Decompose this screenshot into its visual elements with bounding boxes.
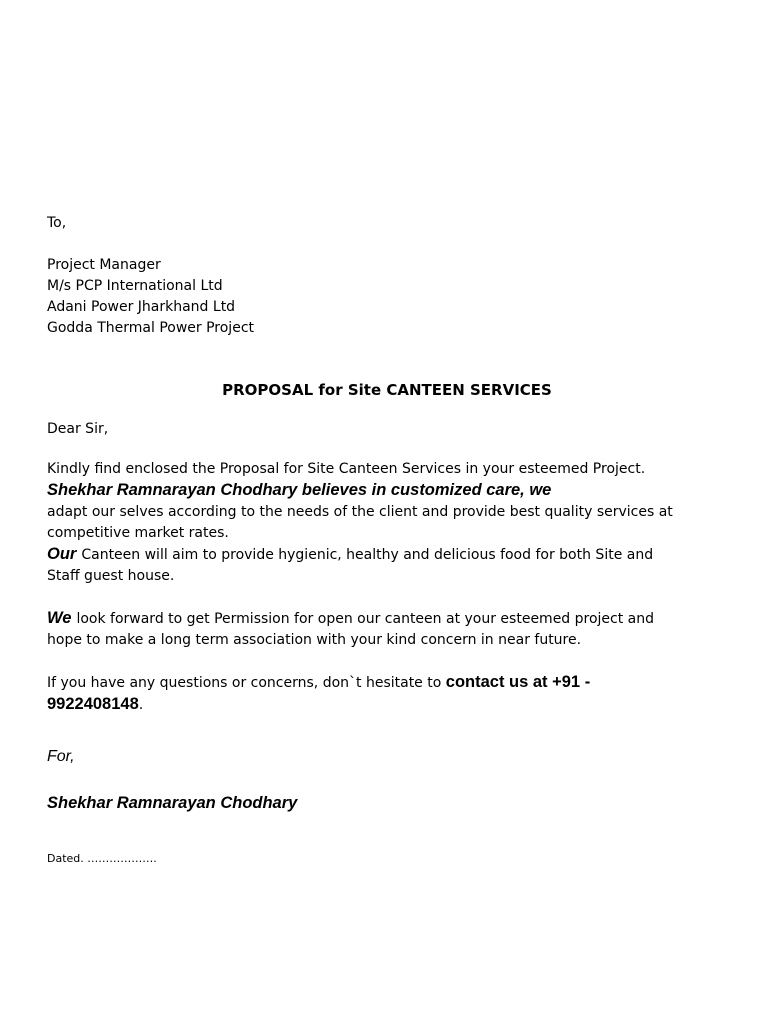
closing-for: For, bbox=[47, 748, 75, 765]
salutation: Dear Sir, bbox=[47, 421, 109, 437]
letter-title: PROPOSAL for Site CANTEEN SERVICES bbox=[222, 381, 552, 399]
signatory-name: Shekhar Ramnarayan Chodhary bbox=[47, 794, 298, 812]
contact-trail: . bbox=[138, 697, 144, 713]
contact-phone-part1: contact us at +91 - bbox=[445, 673, 591, 691]
para1-line2: adapt our selves according to the needs of the client and provide best quality services at bbox=[47, 504, 673, 520]
spacer bbox=[47, 440, 727, 461]
to-label: To, bbox=[47, 215, 67, 231]
we-emphasis: We bbox=[47, 609, 72, 627]
para1-line3: competitive market rates. bbox=[47, 525, 229, 541]
para2-line1: look forward to get Permission for open our canteen at your esteemed project and bbox=[76, 611, 655, 627]
para1-our-line bbox=[47, 544, 727, 566]
dated-line: Dated. ………………. bbox=[47, 852, 157, 865]
spacer bbox=[47, 587, 727, 608]
letter-body bbox=[47, 213, 727, 867]
recipient-line: Adani Power Jharkhand Ltd bbox=[47, 299, 236, 315]
company-emphasis: Shekhar Ramnarayan Chodhary believes in customized care, we bbox=[47, 481, 552, 499]
our-emphasis: Our bbox=[47, 545, 77, 563]
para1-emphasis-line bbox=[47, 480, 727, 502]
recipient-line: Project Manager bbox=[47, 257, 161, 273]
contact-line2 bbox=[47, 694, 727, 716]
spacer bbox=[47, 234, 727, 255]
contact-line bbox=[47, 672, 727, 694]
para1-line4: Canteen will aim to provide hygienic, healthy and delicious food for both Site and bbox=[81, 547, 654, 563]
para2-we-line bbox=[47, 608, 727, 630]
para1-line5: Staff guest house. bbox=[47, 568, 175, 584]
contact-lead: If you have any questions or concerns, don`t hesitate to bbox=[47, 675, 442, 691]
para2-line2: hope to make a long term association with your kind concern in near future. bbox=[47, 632, 582, 648]
contact-phone-part2: 9922408148 bbox=[47, 695, 139, 713]
recipient-line: Godda Thermal Power Project bbox=[47, 320, 254, 336]
spacer bbox=[47, 651, 727, 672]
para1-line1: Kindly find enclosed the Proposal for Site Canteen Services in your esteemed Project. bbox=[47, 461, 646, 477]
recipient-line: M/s PCP International Ltd bbox=[47, 278, 223, 294]
